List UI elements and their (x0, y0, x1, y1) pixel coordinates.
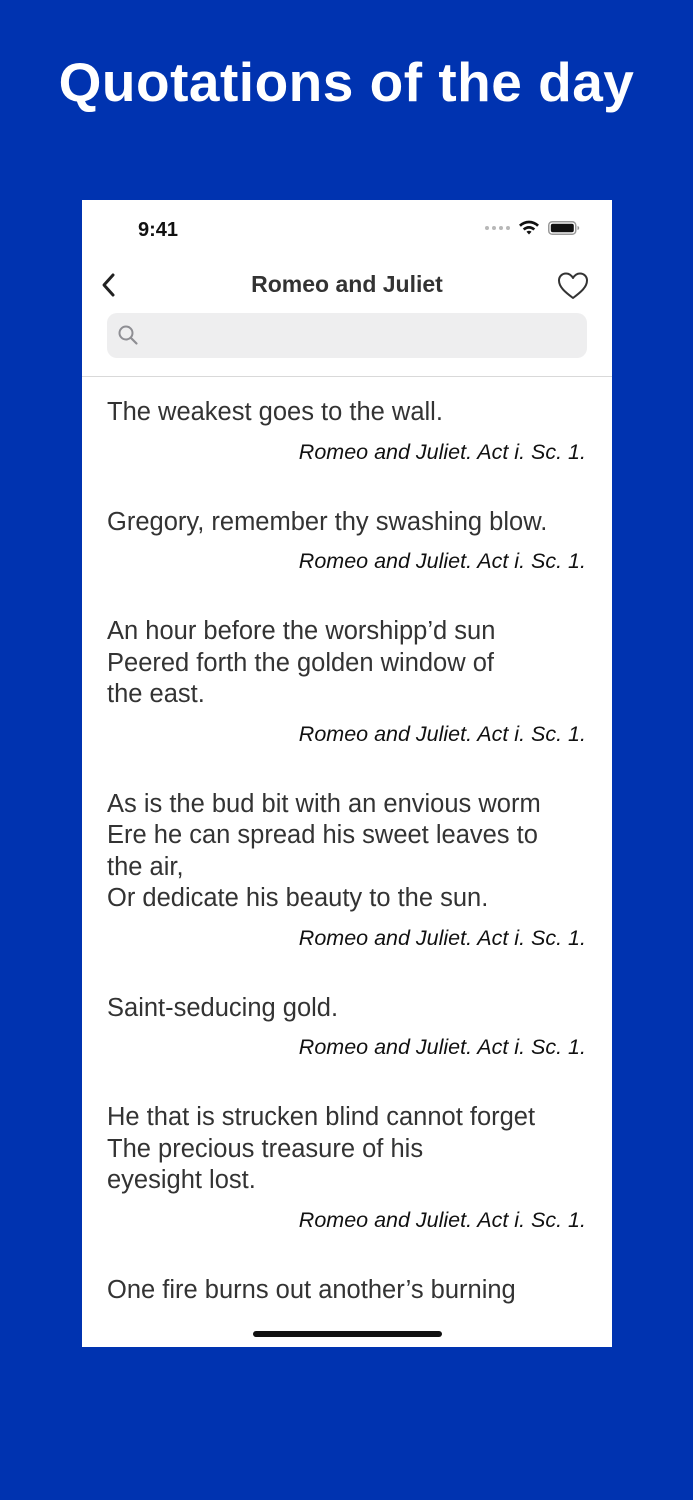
status-time: 9:41 (138, 219, 179, 241)
home-indicator[interactable] (253, 1331, 442, 1337)
quote-item[interactable] (82, 1255, 612, 1305)
quote-text: Saint-seducing gold. (107, 993, 339, 1022)
quote-list[interactable] (82, 377, 612, 1304)
status-bar (82, 200, 612, 260)
quote-source: Romeo and Juliet. Act i. Sc. 1. (298, 925, 586, 950)
quote-item[interactable] (82, 769, 612, 973)
search-input[interactable] (147, 313, 577, 358)
quote-item[interactable] (82, 377, 612, 487)
quote-text: An hour before the worshipp’d sun Peered forth the golden window of the east. (107, 617, 496, 708)
quote-source: Romeo and Juliet. Act i. Sc. 1. (298, 439, 586, 464)
quote-text: As is the bud bit with an envious worm Ere he can spread his sweet leaves to the air, Or dedicate his beauty to the sun. (107, 789, 541, 912)
battery-icon (548, 220, 580, 236)
quote-item[interactable] (82, 487, 612, 597)
search-bar[interactable] (107, 313, 587, 358)
signal-icon (485, 226, 510, 230)
quote-text: One fire burns out another’s burning (107, 1275, 516, 1304)
quote-item[interactable] (82, 596, 612, 769)
promo-title: Quotations of the day (58, 51, 635, 113)
quote-text: The weakest goes to the wall. (107, 398, 443, 426)
status-icons (485, 220, 580, 236)
quote-item[interactable] (82, 973, 612, 1083)
quote-source: Romeo and Juliet. Act i. Sc. 1. (298, 1035, 586, 1059)
phone-screen (82, 200, 612, 1347)
navigation-bar (82, 262, 612, 312)
quote-item[interactable] (82, 1082, 612, 1255)
wifi-icon (518, 220, 540, 236)
quote-source: Romeo and Juliet. Act i. Sc. 1. (298, 1207, 586, 1232)
quote-source: Romeo and Juliet. Act i. Sc. 1. (298, 721, 586, 746)
heart-icon[interactable] (556, 270, 590, 302)
page-title: Romeo and Juliet (251, 271, 443, 297)
quote-source: Romeo and Juliet. Act i. Sc. 1. (298, 549, 586, 573)
quote-text: He that is strucken blind cannot forget The precious treasure of his eyesight lost. (107, 1103, 536, 1194)
quote-text: Gregory, remember thy swashing blow. (107, 507, 548, 536)
search-icon (117, 324, 139, 346)
